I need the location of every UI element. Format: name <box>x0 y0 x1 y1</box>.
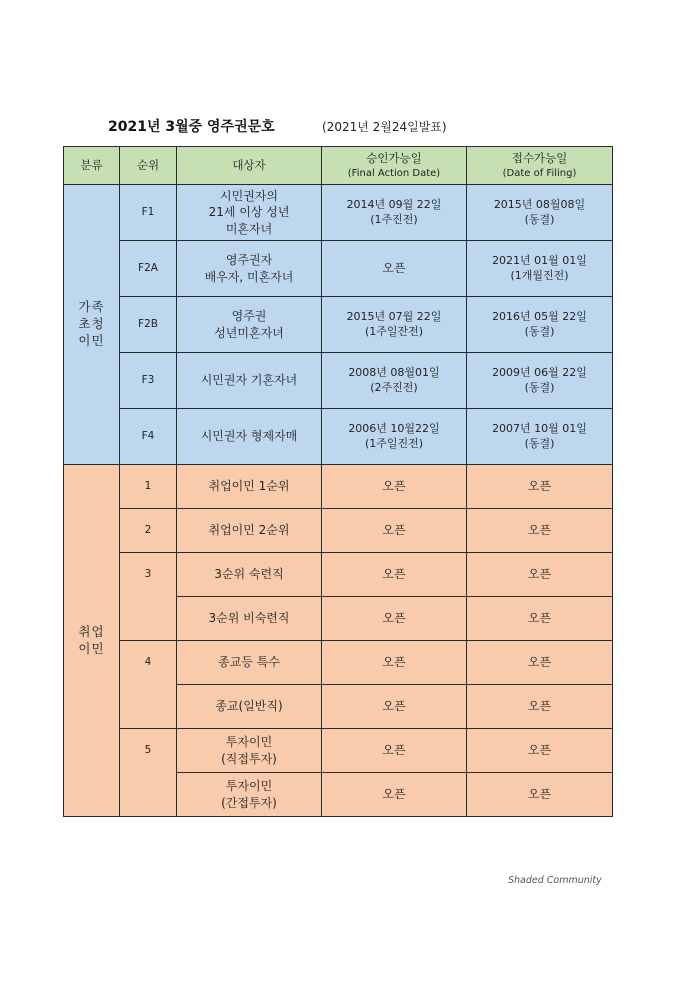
target-cell: 시민권자의 21세 이상 성년 미혼자녀 <box>177 185 322 241</box>
table-row <box>64 409 613 465</box>
table-row <box>64 553 613 597</box>
final-action-cell: 오픈 <box>322 241 467 297</box>
target-cell: 시민권자 기혼자녀 <box>177 353 322 409</box>
header-final-action <box>322 147 467 185</box>
rank-cell: 3 <box>120 553 177 641</box>
header-target: 대상자 <box>177 147 322 185</box>
target-cell: 투자이민 (간접투자) <box>177 773 322 817</box>
filing-cell: 오픈 <box>467 465 613 509</box>
final-action-cell: 2006년 10월22일 (1주일진전) <box>322 409 467 465</box>
header-category: 분류 <box>64 147 120 185</box>
final-action-cell: 오픈 <box>322 553 467 597</box>
rank-cell: 5 <box>120 729 177 817</box>
target-cell: 투자이민 (직접투자) <box>177 729 322 773</box>
target-cell: 종교등 특수 <box>177 641 322 685</box>
category-family: 가족 초청 이민 <box>64 185 120 465</box>
final-action-cell: 오픈 <box>322 597 467 641</box>
filing-cell: 2016년 05월 22일 (동결) <box>467 297 613 353</box>
header-filing-label: 접수가능일 <box>511 150 568 165</box>
final-action-cell: 오픈 <box>322 773 467 817</box>
header-row <box>64 147 613 185</box>
filing-cell: 오픈 <box>467 729 613 773</box>
page-title: 2021년 3월중 영주권문호 <box>108 119 275 135</box>
final-action-cell: 2015년 07월 22일 (1주일잔전) <box>322 297 467 353</box>
final-action-cell: 오픈 <box>322 465 467 509</box>
target-cell: 영주권 성년미혼자녀 <box>177 297 322 353</box>
filing-cell: 오픈 <box>467 597 613 641</box>
table-row <box>64 297 613 353</box>
final-action-cell: 오픈 <box>322 509 467 553</box>
rank-cell: F1 <box>120 185 177 241</box>
rank-cell: F4 <box>120 409 177 465</box>
visa-bulletin-table <box>63 146 613 817</box>
target-cell: 3순위 비숙련직 <box>177 597 322 641</box>
rank-cell: F2A <box>120 241 177 297</box>
final-action-cell: 오픈 <box>322 685 467 729</box>
header-rank: 순위 <box>120 147 177 185</box>
table-row <box>64 185 613 241</box>
target-cell: 종교(일반직) <box>177 685 322 729</box>
filing-cell: 2007년 10월 01일 (동결) <box>467 409 613 465</box>
filing-cell: 오픈 <box>467 553 613 597</box>
final-action-cell: 2014년 09월 22일 (1주진전) <box>322 185 467 241</box>
target-cell: 시민권자 형제자매 <box>177 409 322 465</box>
filing-cell: 2009년 06월 22일 (동결) <box>467 353 613 409</box>
header-final-action-en: (Final Action Date) <box>347 167 441 179</box>
rank-cell: 1 <box>120 465 177 509</box>
footer-credit: Shaded Community <box>508 875 602 886</box>
table-row <box>64 353 613 409</box>
filing-cell: 2021년 01월 01일 (1개월진전) <box>467 241 613 297</box>
target-cell: 영주권자 배우자, 미혼자녀 <box>177 241 322 297</box>
table-row <box>64 465 613 509</box>
filing-cell: 오픈 <box>467 685 613 729</box>
table-row <box>64 641 613 685</box>
rank-cell: 4 <box>120 641 177 729</box>
category-employment: 취업 이민 <box>64 465 120 817</box>
final-action-cell: 오픈 <box>322 729 467 773</box>
table-row <box>64 509 613 553</box>
filing-cell: 오픈 <box>467 509 613 553</box>
filing-cell: 2015년 08월08일 (동결) <box>467 185 613 241</box>
target-cell: 3순위 숙련직 <box>177 553 322 597</box>
header-filing <box>467 147 613 185</box>
target-cell: 취업이민 2순위 <box>177 509 322 553</box>
rank-cell: F2B <box>120 297 177 353</box>
final-action-cell: 2008년 08월01일 (2주진전) <box>322 353 467 409</box>
filing-cell: 오픈 <box>467 641 613 685</box>
header-filing-en: (Date of Filing) <box>502 167 577 179</box>
table-row <box>64 241 613 297</box>
final-action-cell: 오픈 <box>322 641 467 685</box>
announcement-date: (2021년 2월24일발표) <box>322 120 447 134</box>
rank-cell: F3 <box>120 353 177 409</box>
filing-cell: 오픈 <box>467 773 613 817</box>
rank-cell: 2 <box>120 509 177 553</box>
table-row <box>64 729 613 773</box>
header-final-action-label: 승인가능일 <box>366 150 422 165</box>
target-cell: 취업이민 1순위 <box>177 465 322 509</box>
